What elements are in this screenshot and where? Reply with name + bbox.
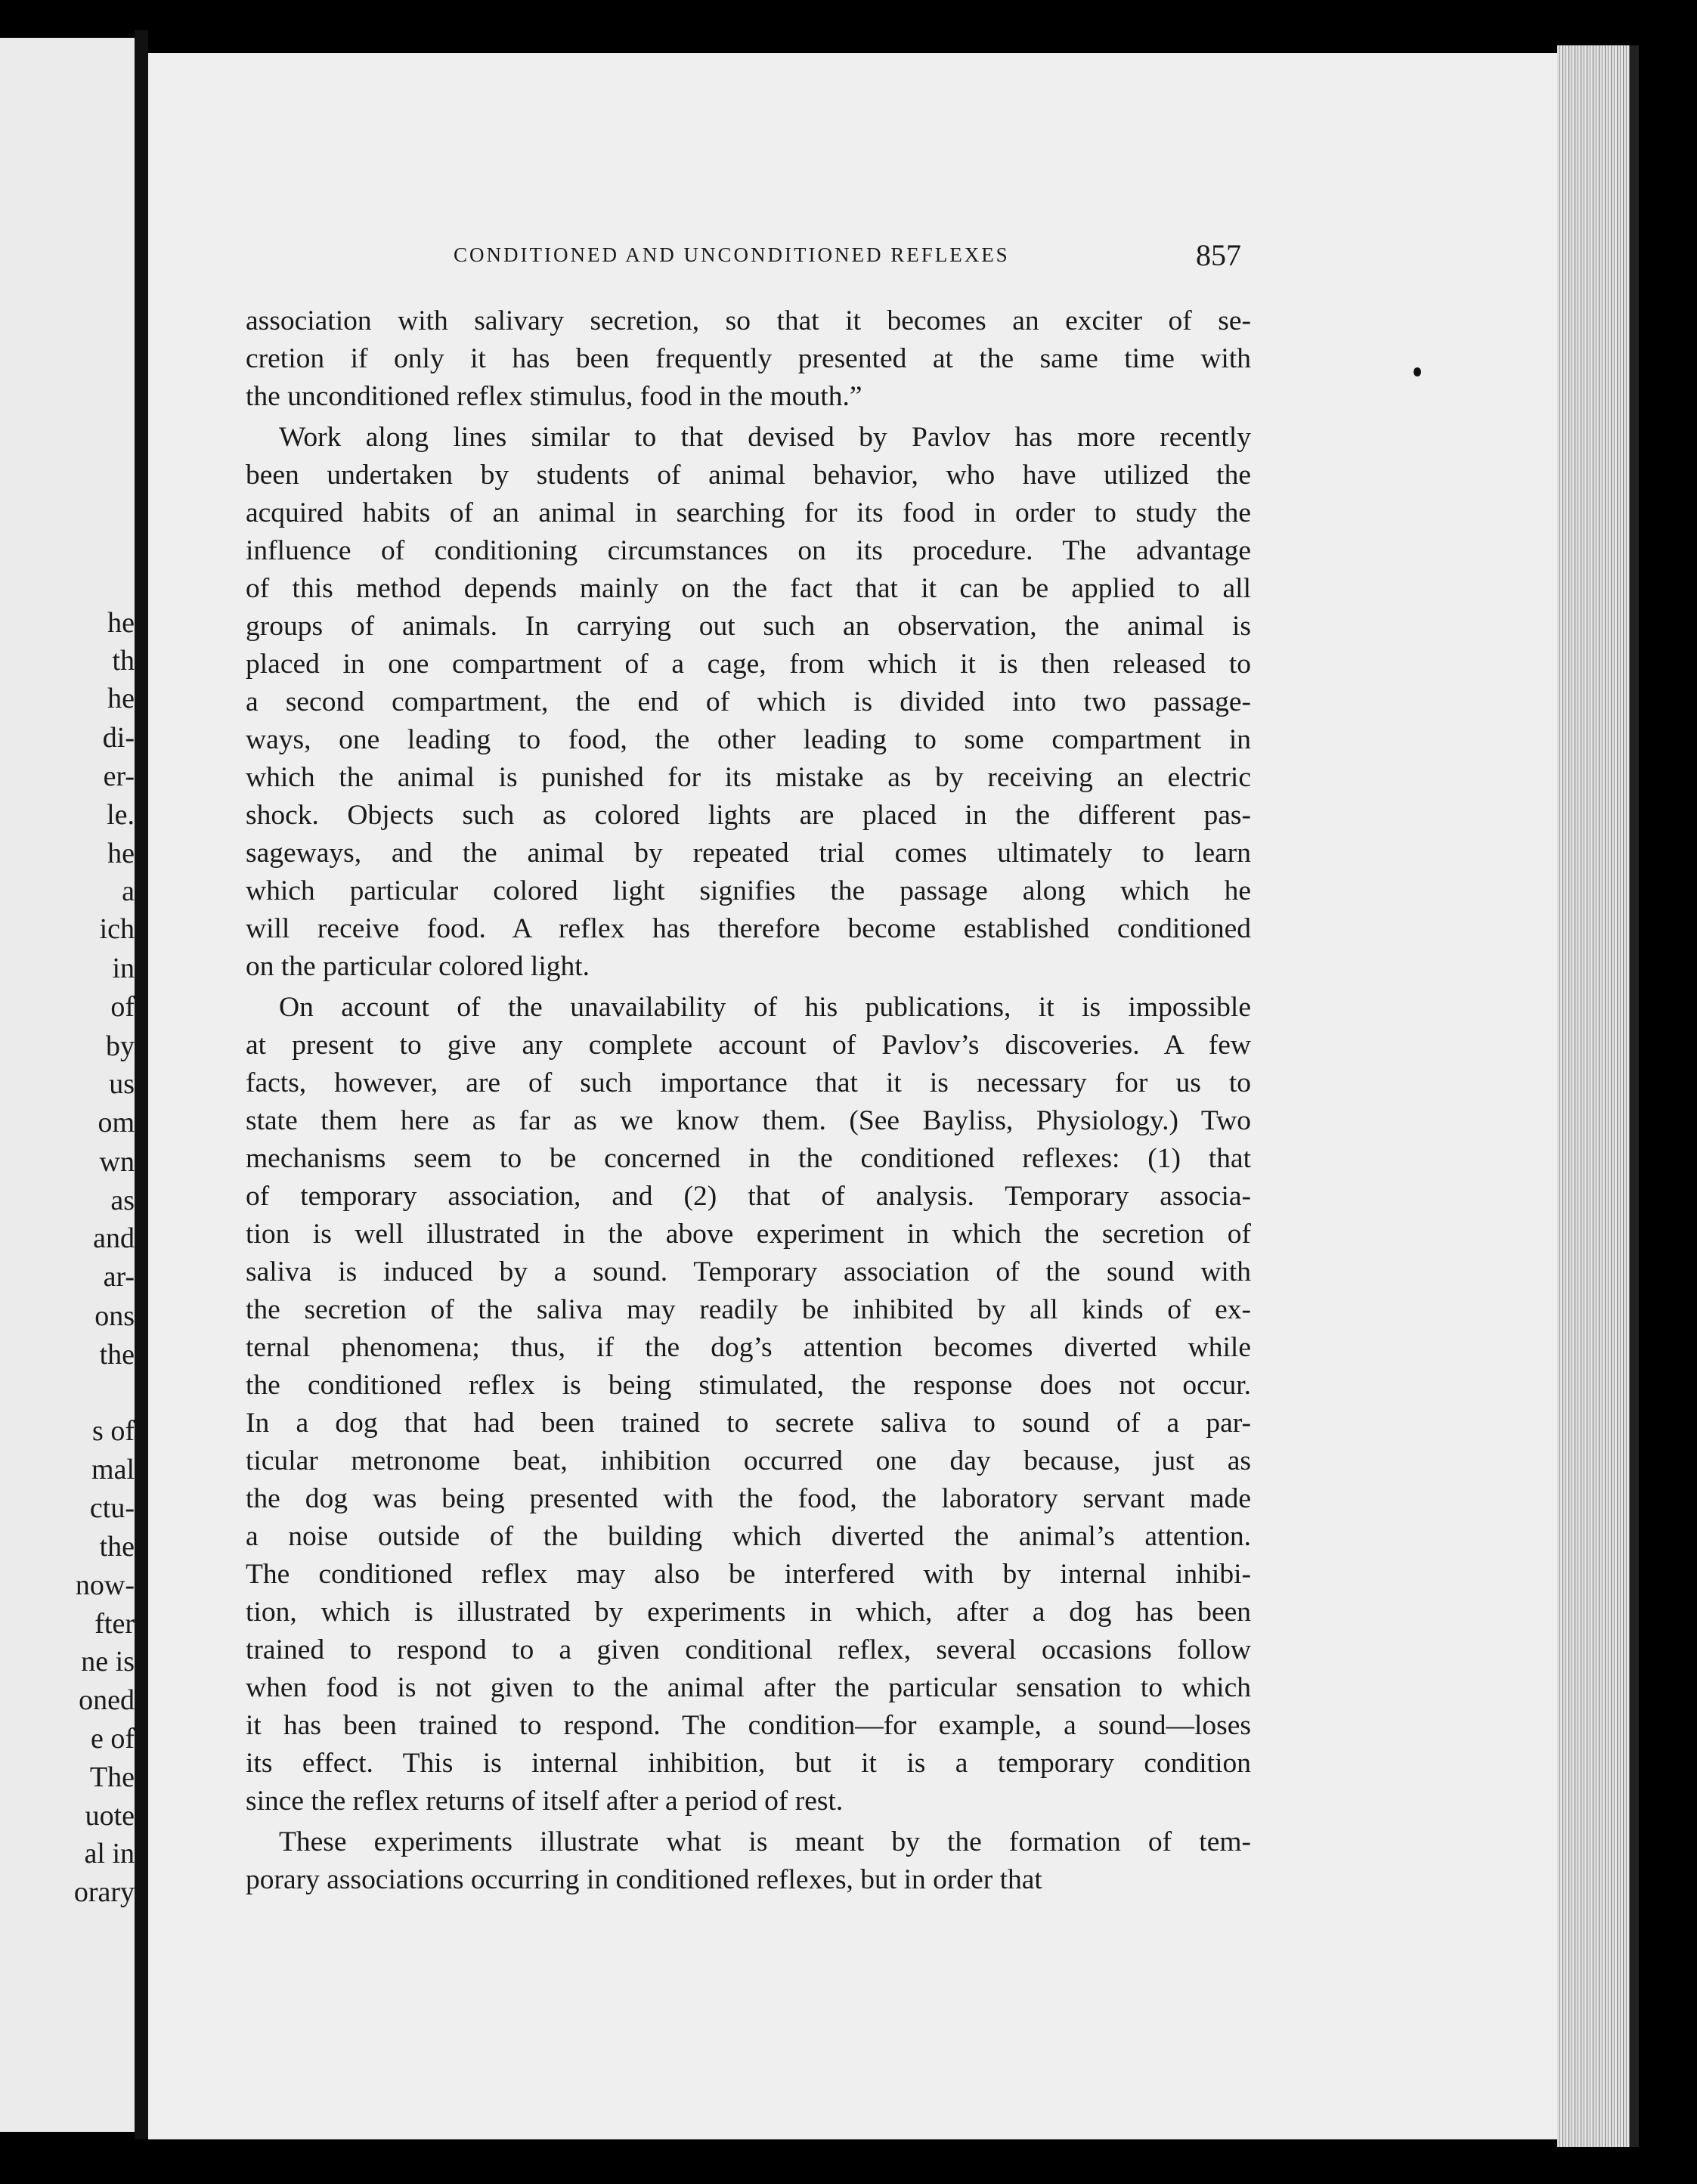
text-line: will receive food. A reflex has therefore become established conditioned [246,913,1251,944]
paragraph [246,302,1251,416]
text-line: ticular metronome beat, inhibition occurred one day because, just as [246,1445,1251,1476]
text-line: On account of the unavailability of his publications, it is impossible [279,992,1251,1023]
facing-page-fragment: he [107,607,135,639]
facing-page-fragment: om [98,1107,135,1138]
text-line: when food is not given to the animal after the particular sensation to which [246,1672,1251,1703]
text-line: a second compartment, the end of which is divided into two passage- [246,686,1251,717]
text-line: trained to respond to a given conditional reflex, several occasions follow [246,1634,1251,1665]
facing-page-fragment: fter [94,1608,135,1640]
text-line: cretion if only it has been frequently presented at the same time with [246,343,1251,374]
facing-page-fragment: us [109,1068,135,1100]
text-line: the conditioned reflex is being stimulated, the response does not occur. [246,1370,1251,1401]
text-line: The conditioned reflex may also be interfered with by internal inhibi- [246,1559,1251,1590]
text-line: state them here as far as we know them. (See Bayliss, Physiology.) Two [246,1105,1251,1136]
facing-page-fragment: the [99,1531,135,1563]
text-line: which particular colored light signifies the passage along which he [246,875,1251,906]
page-number: 857 [1196,238,1241,272]
facing-page-fragment: ons [94,1300,135,1332]
text-line: of this method depends mainly on the fact that it can be applied to all [246,573,1251,604]
text-line: tion, which is illustrated by experiments in which, after a dog has been [246,1597,1251,1628]
page-edges [1557,45,1633,2147]
text-line: at present to give any complete account of Pavlov’s discoveries. A few [246,1030,1251,1061]
text-line: tion is well illustrated in the above experiment in which the secretion of [246,1219,1251,1250]
text-line: association with salivary secretion, so that it becomes an exciter of se- [246,305,1251,336]
book-gutter [135,30,148,2139]
facing-page-fragment: al in [84,1838,135,1870]
facing-page-fragment: di- [102,722,135,754]
text-line: groups of animals. In carrying out such an observation, the animal is [246,611,1251,642]
facing-page-fragment: le. [107,799,135,831]
paragraph [246,989,1251,1820]
running-head: CONDITIONED AND UNCONDITIONED REFLEXES [454,243,1010,266]
scan-speck [1414,367,1421,376]
paragraph [246,419,1251,986]
facing-page-fragment: ich [99,913,135,945]
facing-page-left [0,38,135,2132]
facing-page-fragment: uote [85,1800,135,1832]
text-line: mechanisms seem to be concerned in the conditioned reflexes: (1) that [246,1143,1251,1174]
paragraph [246,1823,1251,1899]
text-line: porary associations occurring in conditioned reflexes, but in order that [246,1864,1042,1895]
facing-page-fragment: e of [90,1723,135,1755]
text-line: the unconditioned reflex stimulus, food in the mouth.” [246,381,862,412]
facing-page-fragment: of [110,991,135,1023]
text-line: since the reflex returns of itself after a period of rest. [246,1786,844,1817]
facing-page-fragment: ar- [103,1261,135,1293]
text-line: been undertaken by students of animal behavior, who have utilized the [246,460,1251,491]
text-line: the secretion of the saliva may readily be inhibited by all kinds of ex- [246,1294,1251,1325]
text-line: facts, however, are of such importance that it is necessary for us to [246,1067,1251,1098]
facing-page-fragment: a [122,875,135,907]
text-line: of temporary association, and (2) that of analysis. Temporary associa- [246,1181,1251,1212]
text-line: its effect. This is internal inhibition, but it is a temporary condition [246,1748,1251,1779]
text-line: In a dog that had been trained to secrete saliva to sound of a par- [246,1408,1251,1439]
facing-page-fragment: by [106,1030,135,1062]
facing-page-fragment: as [110,1185,135,1216]
facing-page-fragment: th [112,645,135,677]
facing-page-fragment: he [107,838,135,869]
text-line: sageways, and the animal by repeated trial comes ultimately to learn [246,838,1251,869]
text-line: it has been trained to respond. The condition—for example, a sound—loses [246,1710,1251,1741]
text-line: the dog was being presented with the food, the laboratory servant made [246,1483,1251,1514]
text-line: shock. Objects such as colored lights are placed in the different pas- [246,800,1251,831]
facing-page-fragment: s of [92,1415,135,1447]
text-line: ternal phenomena; thus, if the dog’s attention becomes diverted while [246,1332,1251,1363]
text-line: a noise outside of the building which diverted the animal’s attention. [246,1521,1251,1552]
page-edge-shadow [1630,45,1639,2147]
text-line: ways, one leading to food, the other leading to some compartment in [246,724,1251,755]
facing-page-fragment: wn [99,1146,135,1178]
text-line: placed in one compartment of a cage, from which it is then released to [246,649,1251,680]
facing-page-fragment: and [93,1222,135,1254]
facing-page-fragment: ne is [81,1646,135,1677]
facing-page-fragment: ctu- [89,1492,135,1524]
text-line: These experiments illustrate what is meant by the formation of tem- [279,1826,1251,1857]
facing-page-fragment: in [112,953,135,984]
facing-page-fragment: The [89,1761,135,1793]
body-text [246,302,1251,1899]
facing-page-fragment: orary [73,1876,135,1908]
text-line: saliva is induced by a sound. Temporary association of the sound with [246,1256,1251,1287]
text-line: on the particular colored light. [246,951,590,982]
text-line: Work along lines similar to that devised by Pavlov has more recently [279,422,1251,453]
facing-page-fragment: er- [103,761,135,792]
facing-page-fragment: now- [75,1569,135,1601]
facing-page-fragment: mal [91,1454,135,1485]
text-line: which the animal is punished for its mistake as by receiving an electric [246,762,1251,793]
facing-page-fragment: the [99,1339,135,1371]
text-line: influence of conditioning circumstances on its procedure. The advantage [246,535,1251,566]
facing-page-fragment: oned [79,1684,135,1716]
facing-page-fragment: he [107,683,135,714]
text-line: acquired habits of an animal in searching for its food in order to study the [246,497,1251,528]
